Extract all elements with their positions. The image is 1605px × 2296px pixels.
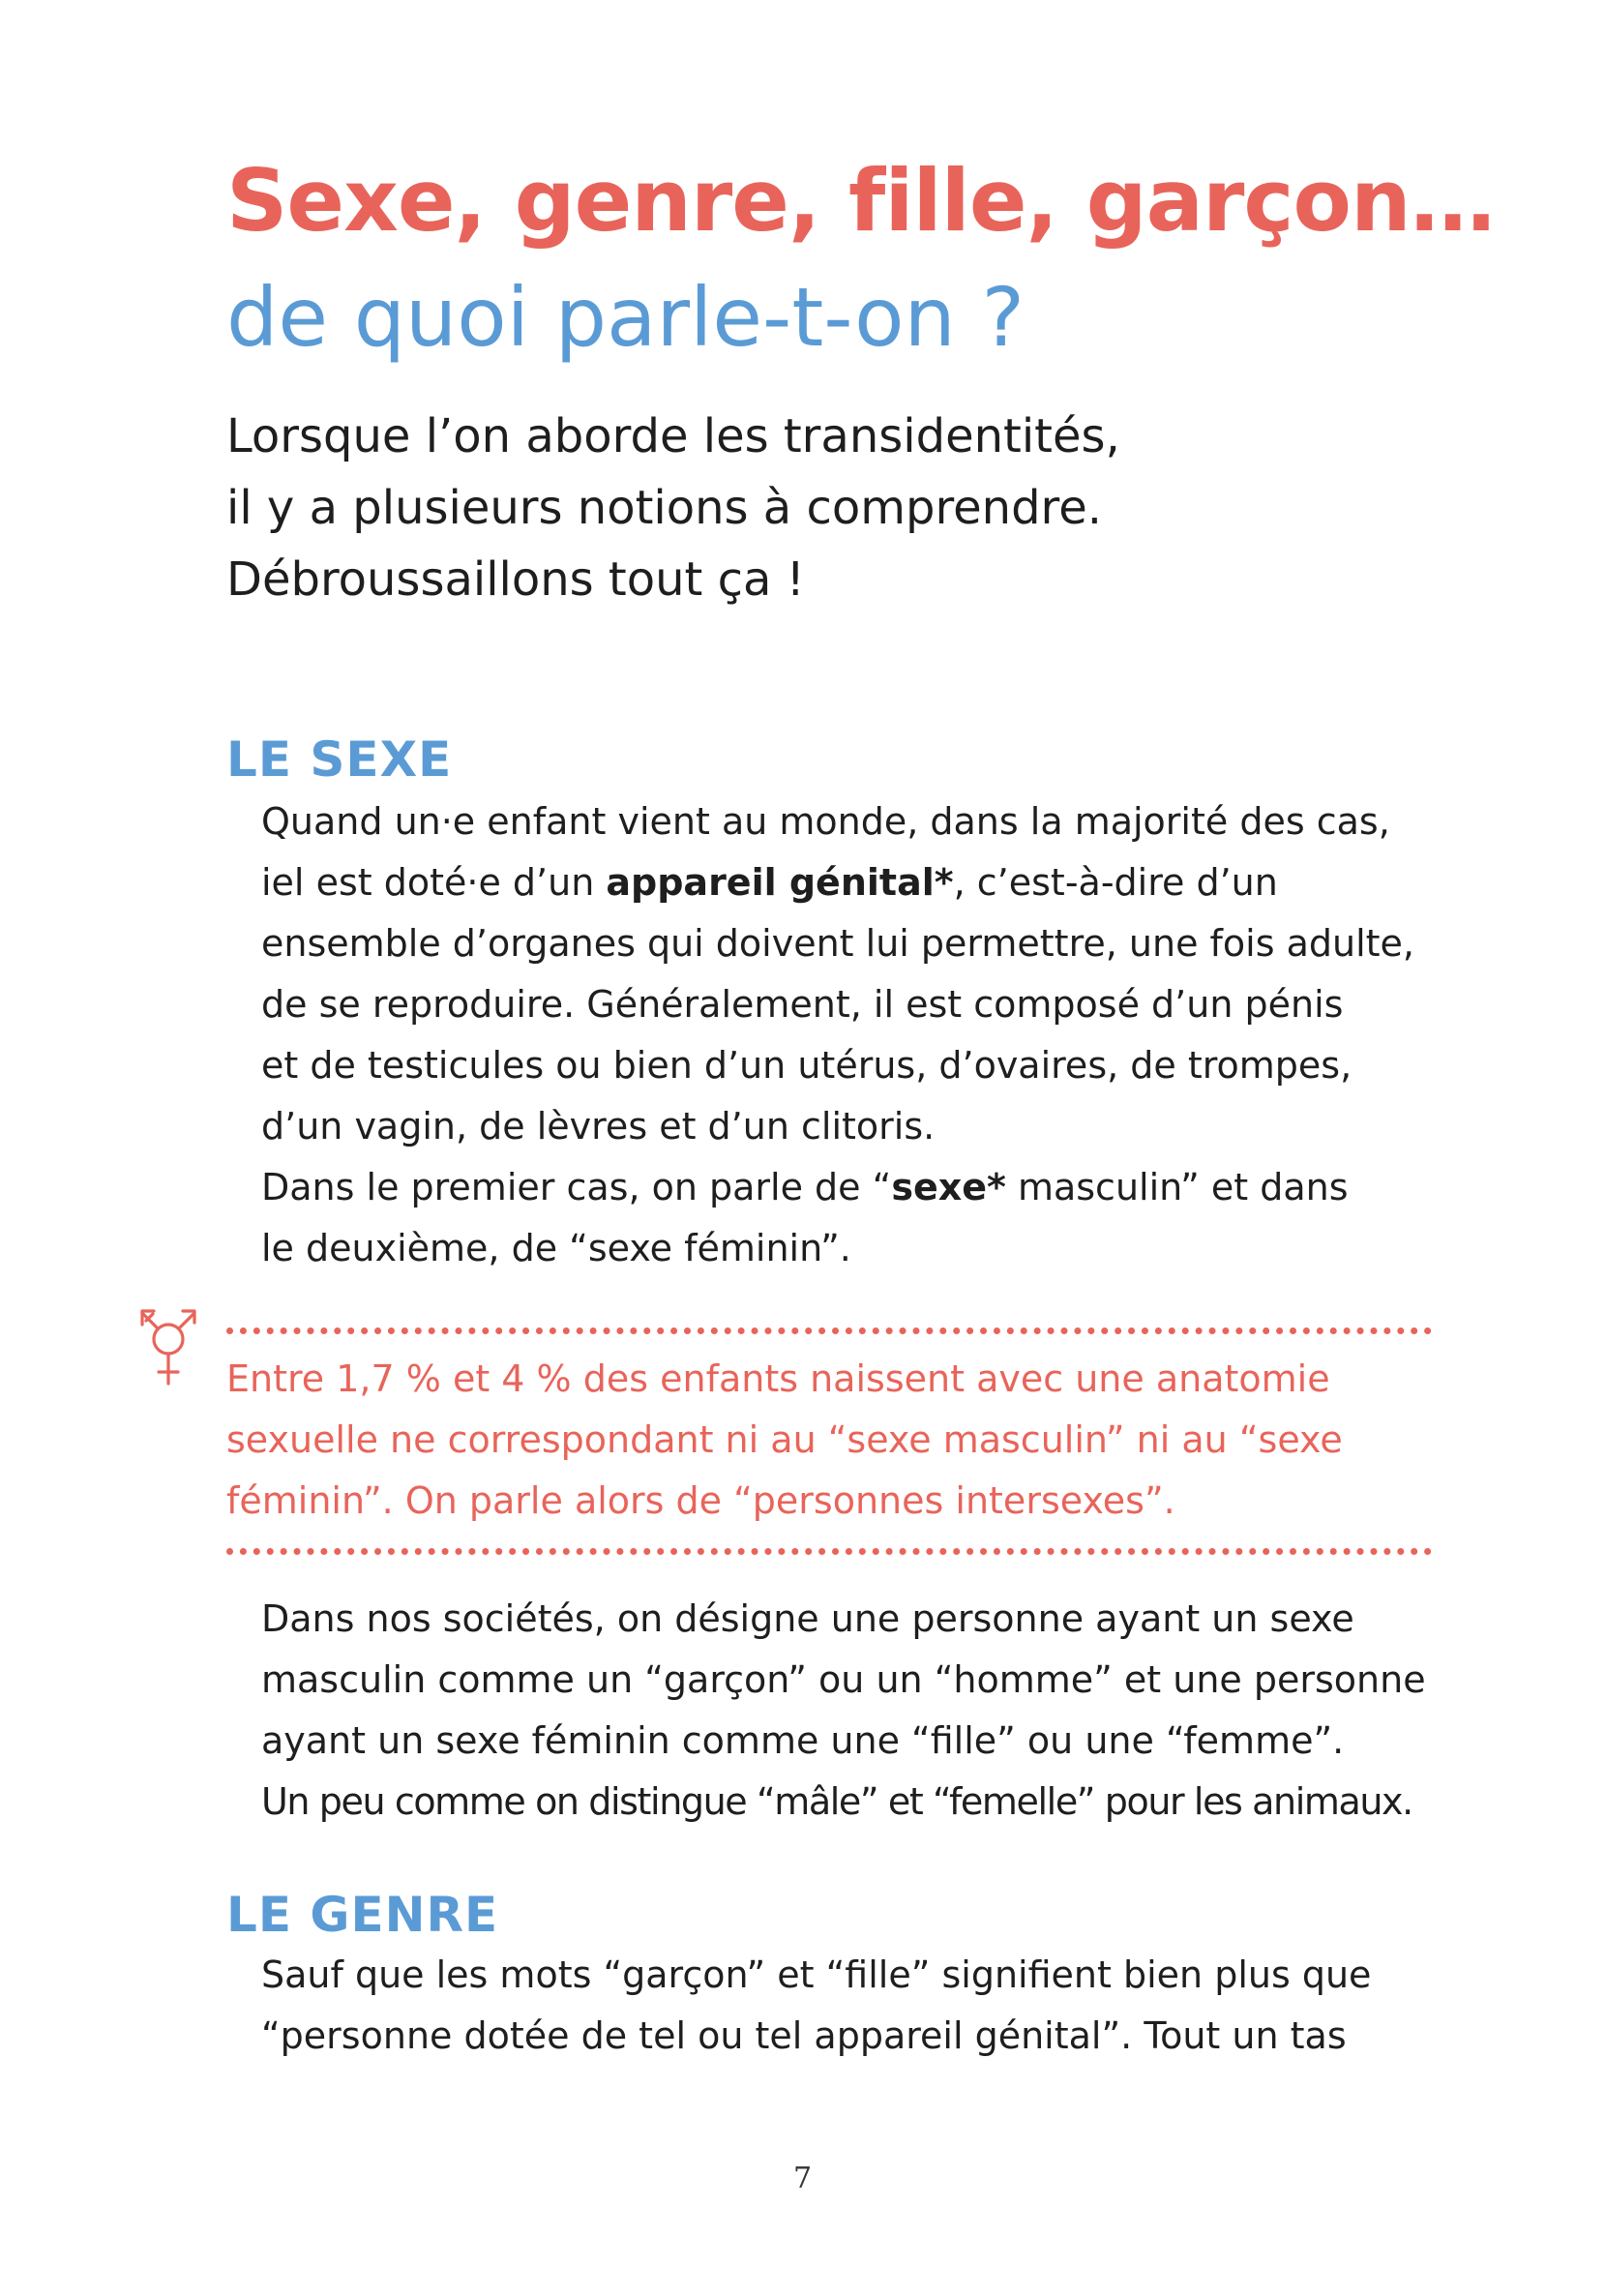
intro-paragraph <box>226 401 1484 615</box>
intersex-callout <box>226 1349 1436 1532</box>
text-run: , c’est-à-dire d’un <box>953 861 1278 904</box>
transgender-symbol-icon <box>134 1297 203 1389</box>
text-line: Quand un·e enfant vient au monde, dans la majorité des cas, <box>261 800 1390 843</box>
text-line: et de testicules ou bien d’un utérus, d’ovaires, de trompes, <box>261 1044 1352 1087</box>
text-run: masculin” et dans <box>1005 1166 1349 1208</box>
text-run: Dans le premier cas, on parle de “ <box>261 1166 892 1208</box>
text-line: masculin comme un “garçon” ou un “homme” et une personne <box>261 1658 1426 1701</box>
text-line: ayant un sexe féminin comme une “fille” ou une “femme”. <box>261 1719 1345 1762</box>
dotted-divider-bottom <box>226 1548 1432 1555</box>
intro-line: Lorsque l’on aborde les transidentités, <box>226 409 1120 463</box>
sexe-paragraph-1 <box>261 791 1451 1279</box>
text-line: de se reproduire. Généralement, il est composé d’un pénis <box>261 983 1344 1026</box>
text-line: le deuxième, de “sexe féminin”. <box>261 1227 851 1269</box>
dotted-divider-top <box>226 1327 1432 1334</box>
callout-line: féminin”. On parle alors de “personnes intersexes”. <box>226 1479 1175 1522</box>
term-sexe: sexe* <box>891 1166 1006 1208</box>
text-line: “personne dotée de tel ou tel appareil génital”. Tout un tas <box>261 2014 1347 2057</box>
page-number: 7 <box>792 2162 813 2195</box>
text-line: d’un vagin, de lèvres et d’un clitoris. <box>261 1105 936 1148</box>
text-line <box>261 1157 1451 1218</box>
term-appareil-genital: appareil génital* <box>606 861 954 904</box>
section-heading-sexe: LE SEXE <box>226 731 453 788</box>
intro-line: Débroussaillons tout ça ! <box>226 552 805 607</box>
text-line: Un peu comme on distingue “mâle” et “femelle” pour les animaux. <box>261 1780 1412 1823</box>
text-line <box>261 852 1451 913</box>
genre-paragraph <box>261 1945 1451 2067</box>
text-run: iel est doté·e d’un <box>261 861 607 904</box>
sexe-paragraph-2 <box>261 1589 1451 1833</box>
text-line: ensemble d’organes qui doivent lui permettre, une fois adulte, <box>261 922 1414 965</box>
text-line: Dans nos sociétés, on désigne une personne ayant un sexe <box>261 1597 1354 1640</box>
callout-line: sexuelle ne correspondant ni au “sexe masculin” ni au “sexe <box>226 1418 1343 1461</box>
section-heading-genre: LE GENRE <box>226 1887 499 1943</box>
intro-line: il y a plusieurs notions à comprendre. <box>226 481 1103 535</box>
page-title: Sexe, genre, fille, garçon… <box>226 151 1495 251</box>
callout-line: Entre 1,7 % et 4 % des enfants naissent avec une anatomie <box>226 1357 1330 1400</box>
text-line: Sauf que les mots “garçon” et “fille” signifient bien plus que <box>261 1953 1372 1996</box>
page-subtitle: de quoi parle-t-on ? <box>226 270 1025 365</box>
